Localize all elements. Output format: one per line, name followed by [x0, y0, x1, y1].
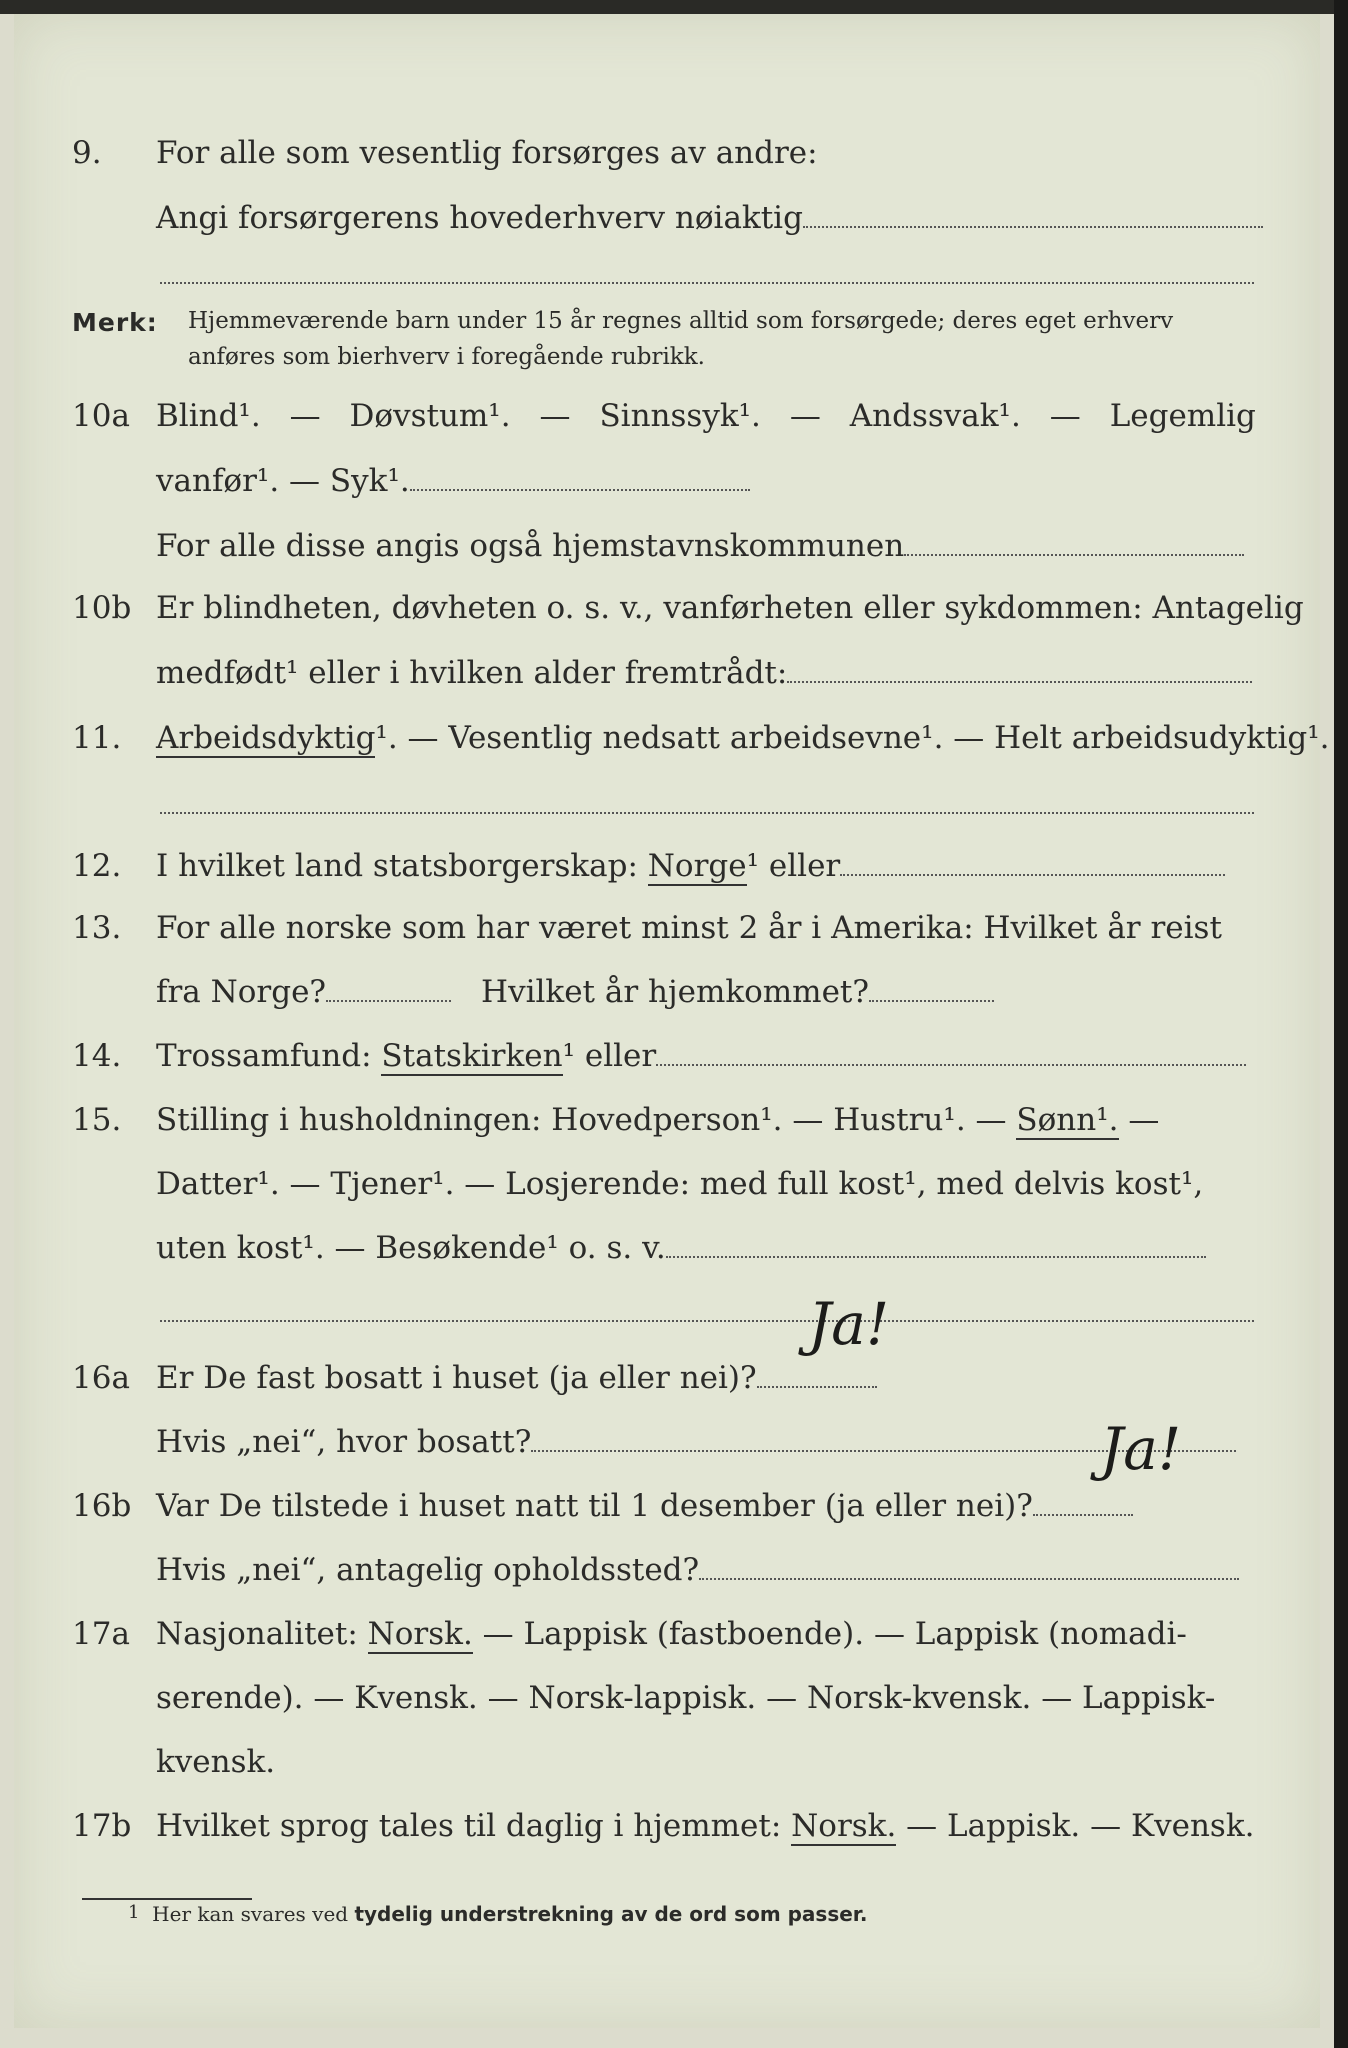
q9-number: 9.: [72, 135, 102, 171]
q17a-underlined-answer: Norsk.: [367, 1616, 473, 1652]
q15-blank-line: [160, 1296, 1254, 1322]
q11-underlined-answer: Arbeidsdyktig: [156, 720, 376, 756]
q12-line: I hvilket land statsborgerskap: Norge¹ eller: [156, 848, 1225, 884]
q17b-line: Hvilket sprog tales til daglig i hjemmet: Norsk. — Lappisk. — Kvensk.: [156, 1808, 1255, 1844]
q14-line: Trossamfund: Statskirken¹ eller: [156, 1038, 1246, 1074]
q16a-number: 16a: [72, 1360, 130, 1396]
q16a-handwritten-answer: Ja!: [808, 1290, 890, 1358]
q14-number: 14.: [72, 1038, 122, 1074]
q16a-line1: Er De fast bosatt i huset (ja eller nei)?: [156, 1360, 877, 1396]
q15-line2: Datter¹. — Tjener¹. — Losjerende: med full kost¹, med delvis kost¹,: [156, 1166, 1204, 1202]
scan-edge-top: [0, 0, 1348, 14]
q10a-line2: vanfør¹. — Syk¹.: [156, 463, 750, 499]
q17a-line1: Nasjonalitet: Norsk. — Lappisk (fastboende). — Lappisk (nomadi-: [156, 1616, 1187, 1652]
footnote: 1 Her kan svares ved tydelig understrekning av de ord som passer.: [128, 1902, 868, 1926]
q10a-number: 10a: [72, 398, 130, 434]
footnote-rule: [82, 1898, 252, 1900]
q10a-line3: For alle disse angis også hjemstavnskommunen: [156, 528, 1244, 564]
q15-line1: Stilling i husholdningen: Hovedperson¹. — Hustru¹. — Sønn¹. —: [156, 1102, 1160, 1138]
q10b-line2: medfødt¹ eller i hvilken alder fremtrådt:: [156, 655, 1252, 691]
scan-edge-right: [1334, 0, 1348, 2048]
q16b-line2: Hvis „nei“, antagelig opholdssted?: [156, 1552, 1239, 1588]
merk-line2: anføres som bierhverv i foregående rubrikk.: [188, 344, 705, 370]
q9-line1: For alle som vesentlig forsørges av andre:: [156, 135, 818, 171]
q15-line3: uten kost¹. — Besøkende¹ o. s. v.: [156, 1230, 1206, 1266]
q13-line2: fra Norge? Hvilket år hjemkommet?: [156, 974, 994, 1010]
q16b-line1: Var De tilstede i huset natt til 1 desember (ja eller nei)?: [156, 1488, 1133, 1524]
q16b-number: 16b: [72, 1488, 132, 1524]
q15-underlined-answer: Sønn¹.: [1016, 1102, 1119, 1138]
q9-blank-line: [160, 258, 1254, 284]
q12-number: 12.: [72, 848, 122, 884]
q17a-number: 17a: [72, 1616, 130, 1652]
q17a-line2: serende). — Kvensk. — Norsk-lappisk. — Norsk-kvensk. — Lappisk-: [156, 1680, 1216, 1716]
q13-number: 13.: [72, 910, 122, 946]
q13-line1: For alle norske som har været minst 2 år i Amerika: Hvilket år reist: [156, 910, 1222, 946]
q11-number: 11.: [72, 720, 122, 756]
q14-underlined-answer: Statskirken: [381, 1038, 563, 1074]
q10a-line1: Blind¹. — Døvstum¹. — Sinnssyk¹. — Andssvak¹. — Legemlig: [156, 398, 1256, 434]
q9-line2: Angi forsørgerens hovederhverv nøiaktig: [156, 200, 1263, 236]
q10b-number: 10b: [72, 590, 132, 626]
q17b-number: 17b: [72, 1808, 132, 1844]
q15-number: 15.: [72, 1102, 122, 1138]
q11-line: Arbeidsdyktig¹. — Vesentlig nedsatt arbeidsevne¹. — Helt arbeidsudyktig¹.: [156, 720, 1330, 756]
q16b-handwritten-answer: Ja!: [1100, 1415, 1182, 1483]
q11-blank-line: [160, 788, 1254, 814]
merk-label: Merk:: [72, 308, 158, 337]
merk-line1: Hjemmeværende barn under 15 år regnes alltid som forsørgede; deres eget erhverv: [188, 308, 1174, 334]
q17a-line3: kvensk.: [156, 1744, 276, 1780]
q10b-line1: Er blindheten, døvheten o. s. v., vanførheten eller sykdommen: Antagelig: [156, 590, 1304, 626]
q16a-line2: Hvis „nei“, hvor bosatt?: [156, 1424, 1236, 1460]
q12-underlined-answer: Norge: [647, 848, 747, 884]
q17b-underlined-answer: Norsk.: [791, 1808, 897, 1844]
